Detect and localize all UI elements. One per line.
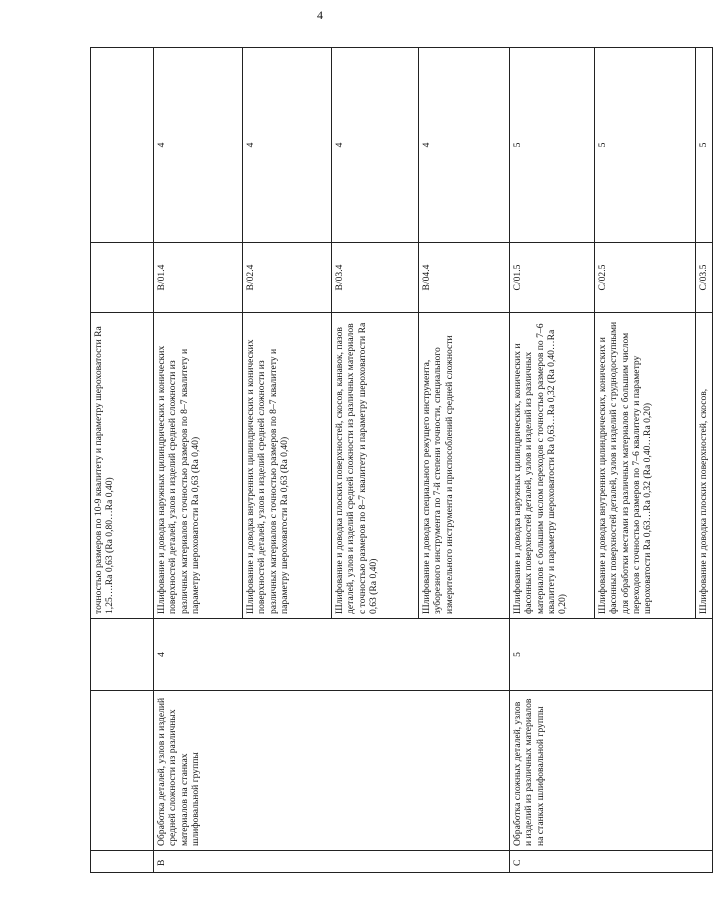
labor-function-name: Шлифование и доводка наружных цилиндрических, конических и фасонных поверхностей деталей, узлов и изделий из различных материалов с большим числом переходов с точностью размеров по 7–6 квалитету и параметру шероховатости Ra 0,63…Ra 0,32 (Ra 0,40…Ra 0,20)	[510, 313, 595, 619]
table-row	[510, 48, 595, 873]
sub-qualification-level: 4	[419, 48, 510, 243]
labor-function-code	[91, 243, 154, 313]
generalized-function-code: В	[154, 851, 510, 873]
labor-function-name: точностью размеров по 10-9 квалитету и параметру шероховатости Ra 1,25….Ra 0,63 (Ra 0,80…Ra 0,40)	[91, 313, 154, 619]
sub-qualification-level: 5	[595, 48, 696, 243]
labor-function-code: В/02.4	[243, 243, 332, 313]
qualification-level: 4	[154, 619, 510, 691]
page-number: 4	[317, 8, 323, 22]
generalized-function-name: Обработка сложных деталей, узлов и изделий из различных материалов на станках шлифовальной группы	[510, 691, 713, 851]
labor-function-name: Шлифование и доводка плоских поверхностей, скосов,	[696, 313, 713, 619]
labor-function-name: Шлифование и доводка плоских поверхностей, скосов, канавок, пазов деталей, узлов и изделий средней сложности из различных материалов с точностью размеров по 8–7 квалитету и параметру шероховатости Ra 0,63 (Ra 0,40)	[332, 313, 419, 619]
labor-function-code: В/03.4	[332, 243, 419, 313]
labor-function-name: Шлифование и доводка внутренних цилиндрических и конических поверхностей деталей, узлов и изделий средней сложности из различных материалов с точностью размеров по 8–7 квалитету и параметру шероховатости Ra 0,63 (Ra 0,40)	[243, 313, 332, 619]
qualification-level: 5	[510, 619, 713, 691]
table-row	[154, 48, 243, 873]
labor-function-code: В/04.4	[419, 243, 510, 313]
generalized-function-name	[91, 691, 154, 851]
labor-function-code: В/01.4	[154, 243, 243, 313]
sub-qualification-level	[91, 48, 154, 243]
labor-function-name: Шлифование и доводка внутренних цилиндрических, конических и фасонных поверхностей деталей, узлов и изделий с труднодоступными для обработки местами из различных материалов с большим числом переходов с точностью размеров по 7–6 квалитету и параметру шероховатости Ra 0,63…Ra 0,32 (Ra 0,40…Ra 0,20)	[595, 313, 696, 619]
labor-function-name: Шлифование и доводка наружных цилиндрических и конических поверхностей деталей, узлов и изделий средней сложности из различных материалов с точностью размеров по 8–7 квалитету и параметру шероховатости Ra 0,63 (Ra 0,40)	[154, 313, 243, 619]
generalized-function-name: Обработка деталей, узлов и изделий средней сложности из различных материалов на станках шлифовальной группы	[154, 691, 510, 851]
table-row	[91, 48, 154, 873]
sub-qualification-level: 4	[332, 48, 419, 243]
sub-qualification-level: 4	[243, 48, 332, 243]
qualification-level	[91, 619, 154, 691]
labor-function-code: С/01.5	[510, 243, 595, 313]
generalized-function-code: С	[510, 851, 713, 873]
labor-function-code: С/02.5	[595, 243, 696, 313]
generalized-function-code	[91, 851, 154, 873]
sub-qualification-level: 5	[696, 48, 713, 243]
sub-qualification-level: 5	[510, 48, 595, 243]
rotated-table-wrapper	[90, 48, 709, 873]
functions-table	[90, 47, 713, 873]
labor-function-code: С/03.5	[696, 243, 713, 313]
labor-function-name: Шлифование и доводка специального режущего инструмента, зуборезного инструмента по 7-й степени точности, специального измерительного инструмента и приспособлений средней сложности	[419, 313, 510, 619]
sub-qualification-level: 4	[154, 48, 243, 243]
